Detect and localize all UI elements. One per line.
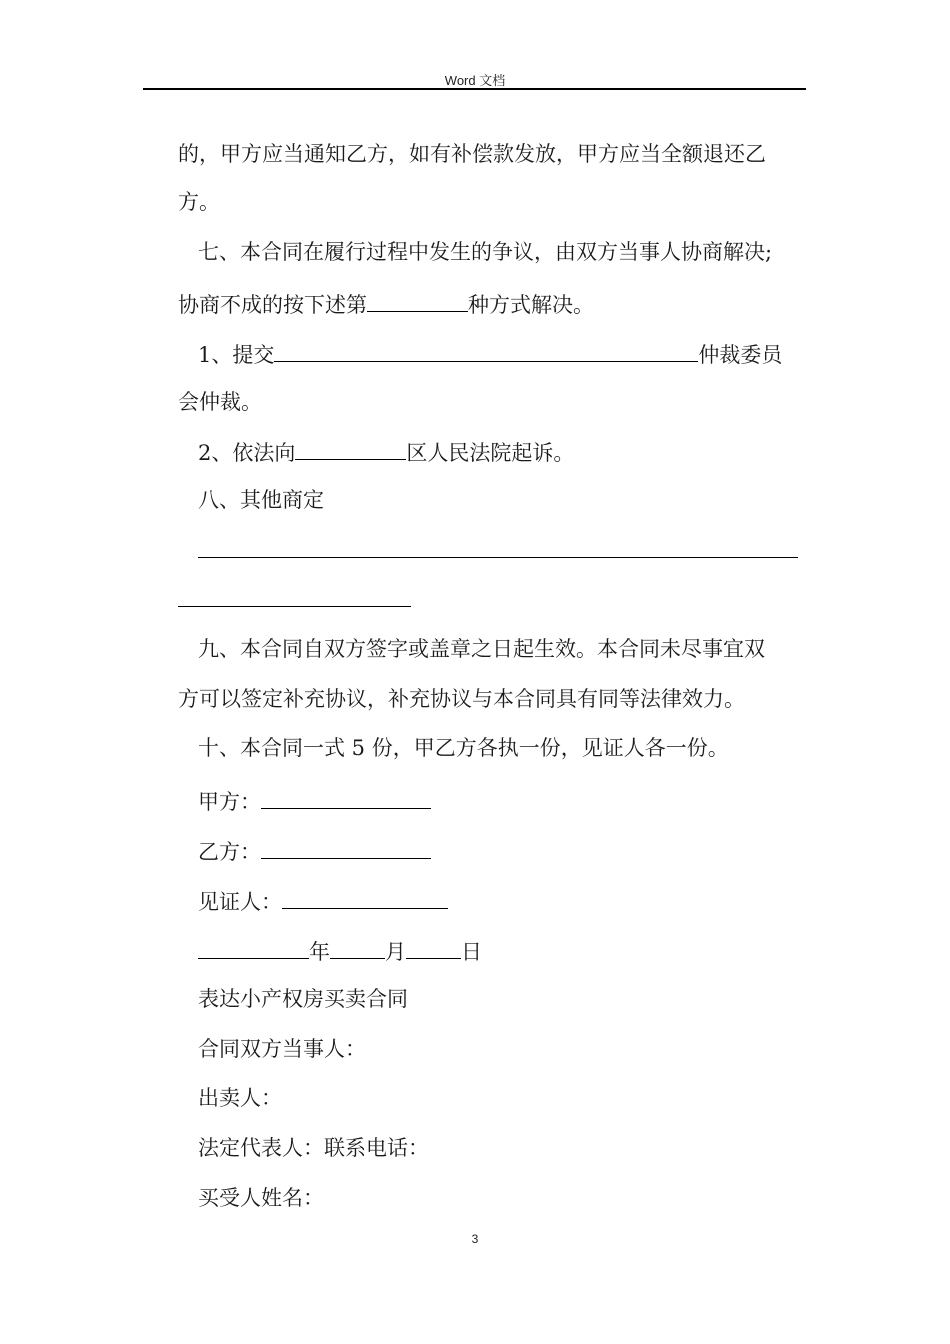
- party-b-signature-blank[interactable]: [261, 837, 431, 859]
- party-b-label: 乙方：: [198, 840, 261, 864]
- arbitration-item-suffix: 仲裁委员: [698, 343, 783, 367]
- party-a-signature-line: [198, 787, 431, 814]
- other-terms-blank-line-2[interactable]: [178, 606, 411, 607]
- witness-label: 见证人：: [198, 890, 282, 914]
- litigation-item-prefix: 2、依法向: [198, 441, 296, 465]
- party-a-signature-blank[interactable]: [261, 787, 431, 809]
- seller-label: 出卖人：: [198, 1086, 282, 1110]
- arbitration-item: [198, 340, 782, 367]
- litigation-item: [198, 438, 574, 465]
- parties-label: 合同双方当事人：: [198, 1037, 366, 1061]
- section-8-heading: 八、其他商定: [198, 488, 324, 512]
- header-rule: [143, 88, 806, 90]
- section-7-choice-line: [178, 290, 594, 317]
- arbitration-item-prefix: 1、提交: [198, 343, 275, 367]
- date-year-blank[interactable]: [198, 937, 309, 959]
- litigation-item-suffix: 区人民法院起诉。: [406, 441, 575, 465]
- page-number: 3: [471, 1232, 479, 1246]
- date-line: [198, 937, 482, 964]
- page-header-title: Word 文档: [444, 73, 506, 88]
- section-10-line: 十、本合同一式 5 份，甲乙方各执一份，见证人各一份。: [198, 736, 729, 760]
- contract-title: 表达小产权房买卖合同: [198, 987, 408, 1011]
- section-7-choice-suffix: 种方式解决。: [468, 293, 594, 317]
- buyer-name-label: 买受人姓名：: [198, 1186, 324, 1210]
- other-terms-blank-line-1[interactable]: [198, 557, 798, 558]
- section-7-choice-prefix: 协商不成的按下述第: [178, 293, 367, 317]
- section-9-line: 九、本合同自双方签字或盖章之日起生效。本合同未尽事宜双: [198, 637, 765, 661]
- district-court-blank[interactable]: [295, 438, 406, 460]
- arbitration-item-continued: 会仲裁。: [178, 390, 262, 414]
- paragraph-line: 方。: [178, 190, 220, 214]
- section-9-line: 方可以签定补充协议，补充协议与本合同具有同等法律效力。: [178, 687, 745, 711]
- date-month-blank[interactable]: [330, 937, 385, 959]
- section-7-line: 七、本合同在履行过程中发生的争议，由双方当事人协商解决;: [198, 240, 773, 264]
- witness-signature-line: [198, 887, 448, 914]
- legal-representative-label: 法定代表人：联系电话：: [198, 1136, 429, 1160]
- party-a-label: 甲方：: [198, 790, 261, 814]
- date-day-blank[interactable]: [406, 937, 461, 959]
- arbitration-commission-blank[interactable]: [274, 340, 698, 362]
- date-year-label: 年: [309, 940, 330, 964]
- witness-signature-blank[interactable]: [282, 887, 448, 909]
- method-number-blank[interactable]: [367, 290, 468, 312]
- date-day-label: 日: [461, 940, 482, 964]
- date-month-label: 月: [385, 940, 406, 964]
- party-b-signature-line: [198, 837, 431, 864]
- paragraph-line: 的，甲方应当通知乙方，如有补偿款发放，甲方应当全额退还乙: [178, 142, 766, 166]
